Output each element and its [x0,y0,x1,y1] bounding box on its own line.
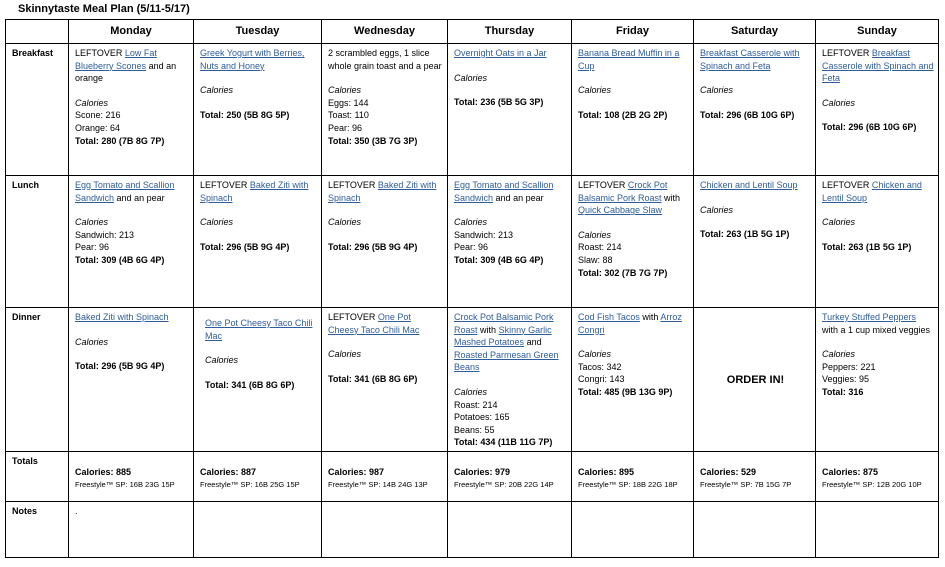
meal-total: Total: 108 (2B 2G 2P) [578,109,668,120]
leftover-label: LEFTOVER [822,48,870,58]
leftover-label: LEFTOVER [578,180,626,190]
meal-total: Total: 316 [822,386,864,397]
day-calories: Calories: 875 [822,467,879,477]
lunch-saturday [694,176,816,308]
order-in-label: ORDER IN! [726,373,785,386]
dinner-row [6,308,939,452]
meal-total: Total: 309 (4B 6G 4P) [454,254,544,265]
recipe-link[interactable]: Breakfast Casserole with Spinach and Feta [700,48,800,71]
recipe-suffix: and an pear [495,192,544,203]
calorie-item: Slaw: 88 [578,254,613,265]
calories-label: Calories [200,217,234,228]
day-freestyle-sp: Freestyle™ SP: 12B 20G 10P [822,479,922,489]
meal-total: Total: 302 (7B 7G 7P) [578,267,668,278]
notes-tuesday[interactable] [194,502,322,558]
header-row [6,20,939,44]
recipe-link-secondary[interactable]: Arroz Congri [578,312,682,335]
totals-saturday [694,452,816,502]
calorie-item: Eggs: 144 [328,97,369,108]
notes-thursday[interactable] [448,502,572,558]
recipe-link[interactable]: Crock Pot Balsamic Pork Roast [454,312,554,335]
meal-total: Total: 263 (1B 5G 1P) [700,229,790,240]
calories-label: Calories [578,349,612,360]
totals-monday [69,452,194,502]
dinner-tuesday [194,308,322,452]
lunch-tuesday [194,176,322,308]
meal-total: Total: 280 (7B 8G 7P) [75,135,165,146]
calories-label: Calories [200,85,234,96]
meal-total: Total: 296 (5B 9G 4P) [328,241,418,252]
recipe-link[interactable]: Egg Tomato and Scallion Sandwich [75,180,175,203]
page-title: Skinnytaste Meal Plan (5/11-5/17) [18,3,190,15]
calories-label: Calories [822,97,856,108]
breakfast-saturday [694,44,816,176]
breakfast-thursday [448,44,572,176]
corner-cell [6,20,69,44]
day-freestyle-sp: Freestyle™ SP: 14B 24G 13P [328,479,428,489]
day-calories: Calories: 885 [75,467,132,477]
recipe-link[interactable]: Banana Bread Muffin in a Cup [578,48,680,71]
meal-total: Total: 296 (5B 9G 4P) [75,361,165,372]
breakfast-friday [572,44,694,176]
recipe-link[interactable]: Crock Pot Balsamic Pork Roast [578,180,668,203]
calorie-item: Orange: 64 [75,122,121,133]
lunch-row [6,176,939,308]
day-calories: Calories: 887 [200,467,257,477]
notes-saturday[interactable] [694,502,816,558]
breakfast-tuesday [194,44,322,176]
calorie-item: Roast: 214 [454,399,498,410]
calorie-item: Roast: 214 [578,242,622,253]
meal-total: Total: 309 (4B 6G 4P) [75,254,165,265]
calories-label: Calories [454,217,488,228]
day-freestyle-sp: Freestyle™ SP: 20B 22G 14P [454,479,554,489]
recipe-link[interactable]: Overnight Oats in a Jar [454,48,547,58]
calorie-item: Congri: 143 [578,374,625,385]
calorie-item: Pear: 96 [454,242,489,253]
totals-row [6,452,939,502]
notes-friday[interactable] [572,502,694,558]
meal-total: Total: 434 (11B 11G 7P) [454,437,553,448]
recipe-suffix: with a 1 cup mixed veggies [822,324,931,335]
recipe-suffix: and an orange [75,60,177,84]
recipe-link[interactable]: Baked Ziti with Spinach [328,180,437,203]
day-calories: Calories: 895 [578,467,635,477]
lunch-thursday [448,176,572,308]
calories-label: Calories [75,217,109,228]
lunch-wednesday [322,176,448,308]
recipe-link[interactable]: Low Fat Blueberry Scones [75,48,157,71]
day-header-tuesday: Tuesday [194,20,322,44]
totals-sunday [816,452,939,502]
dinner-sunday [816,308,939,452]
calorie-item: Beans: 55 [454,424,495,435]
connector-text: with [642,312,659,322]
meal-plan-table [5,19,939,558]
connector-text: with [480,324,497,335]
calories-label: Calories [454,386,488,397]
calorie-item: Sandwich: 213 [75,229,135,240]
leftover-label: LEFTOVER [328,312,376,322]
lunch-monday [69,176,194,308]
calories-label: Calories [75,336,109,347]
recipe-link-secondary[interactable]: Skinny Garlic Mashed Potatoes [454,324,552,348]
breakfast-sunday [816,44,939,176]
calories-label: Calories [328,85,362,96]
recipe-link[interactable]: Egg Tomato and Scallion Sandwich [454,180,554,203]
meal-total: Total: 296 (6B 10G 6P) [822,122,917,133]
calories-label: Calories [700,204,734,215]
recipe-suffix: and an pear [116,192,165,203]
day-header-saturday: Saturday [694,20,816,44]
day-header-monday: Monday [69,20,194,44]
calorie-item: Pear: 96 [328,122,363,133]
calorie-item: Potatoes: 165 [454,412,510,423]
row-label-lunch: Lunch [6,176,69,308]
recipe-link[interactable]: Greek Yogurt with Berries, Nuts and Honey [200,48,305,71]
calories-label: Calories [578,85,612,96]
row-label-notes: Notes [6,502,69,558]
calories-label: Calories [328,349,362,360]
row-label-breakfast: Breakfast [6,44,69,176]
totals-friday [572,452,694,502]
calories-label: Calories [328,217,362,228]
calorie-item: Peppers: 221 [822,361,876,372]
calories-label: Calories [578,229,612,240]
day-calories: Calories: 987 [328,467,385,477]
calorie-item: Tacos: 342 [578,361,622,372]
connector-text: and [526,337,542,348]
meal-total: Total: 250 (5B 8G 5P) [200,109,290,120]
calories-label: Calories [822,217,856,228]
meal-total: Total: 341 (6B 8G 6P) [328,373,418,384]
calories-label: Calories [822,349,856,360]
recipe-link[interactable]: Baked Ziti with Spinach [200,180,309,203]
leftover-label: LEFTOVER [75,48,123,58]
recipe-link[interactable]: Breakfast Casserole with Spinach and Feta [822,48,934,84]
day-header-thursday: Thursday [448,20,572,44]
lunch-friday [572,176,694,308]
meal-total: Total: 350 (3B 7G 3P) [328,135,418,146]
recipe-link[interactable]: Cod Fish Tacos [578,312,640,322]
day-header-friday: Friday [572,20,694,44]
calories-label: Calories [205,355,239,366]
row-label-totals: Totals [6,452,69,502]
recipe-link[interactable]: One Pot Cheesy Taco Chili Mac [328,312,420,335]
dinner-monday [69,308,194,452]
leftover-label: LEFTOVER [200,180,248,190]
day-header-sunday: Sunday [816,20,939,44]
meal-total: Total: 296 (6B 10G 6P) [700,109,795,120]
dinner-wednesday [322,308,448,452]
calories-label: Calories [700,85,734,96]
calories-label: Calories [454,72,488,83]
totals-thursday [448,452,572,502]
dinner-thursday [448,308,572,452]
meal-total: Total: 236 (5B 5G 3P) [454,97,544,108]
day-calories: Calories: 529 [700,467,757,477]
meal-total: Total: 485 (9B 13G 9P) [578,386,673,397]
recipe-link[interactable]: Chicken and Lentil Soup [822,180,922,203]
calorie-item: Scone: 216 [75,110,121,121]
recipe-link[interactable]: Baked Ziti with Spinach [75,312,169,322]
notes-wednesday[interactable] [322,502,448,558]
breakfast-wednesday [322,44,448,176]
totals-wednesday [322,452,448,502]
leftover-label: LEFTOVER [328,180,376,190]
day-freestyle-sp: Freestyle™ SP: 16B 23G 15P [75,479,175,489]
meal-total: Total: 296 (5B 9G 4P) [200,241,290,252]
breakfast-monday [69,44,194,176]
notes-row [6,502,939,558]
breakfast-row [6,44,939,176]
connector-text: with [664,192,681,203]
row-label-dinner: Dinner [6,308,69,452]
dinner-friday [572,308,694,452]
day-header-wednesday: Wednesday [322,20,448,44]
day-freestyle-sp: Freestyle™ SP: 18B 22G 18P [578,479,678,489]
day-freestyle-sp: Freestyle™ SP: 16B 25G 15P [200,479,300,489]
notes-sunday[interactable] [816,502,939,558]
meal-description: 2 scrambled eggs, 1 slice whole grain toast and a pear [328,48,442,71]
notes-monday[interactable]: . [69,502,194,558]
recipe-link[interactable]: One Pot Cheesy Taco Chili Mac [205,318,313,341]
recipe-link[interactable]: Chicken and Lentil Soup [700,180,798,190]
calorie-item: Sandwich: 213 [454,229,514,240]
calorie-item: Veggies: 95 [822,374,870,385]
totals-tuesday [194,452,322,502]
calories-label: Calories [75,97,109,108]
dinner-saturday [694,308,816,452]
recipe-link[interactable]: Turkey Stuffed Peppers [822,312,917,322]
day-calories: Calories: 979 [454,467,511,477]
calorie-item: Pear: 96 [75,242,110,253]
meal-total: Total: 263 (1B 5G 1P) [822,241,912,252]
calorie-item: Toast: 110 [328,110,369,121]
recipe-link-tertiary[interactable]: Roasted Parmesan Green Beans [454,349,559,373]
lunch-sunday [816,176,939,308]
leftover-label: LEFTOVER [822,180,870,190]
recipe-link-secondary[interactable]: Quick Cabbage Slaw [578,205,663,216]
day-freestyle-sp: Freestyle™ SP: 7B 15G 7P [700,479,792,489]
meal-total: Total: 341 (6B 8G 6P) [205,379,295,390]
